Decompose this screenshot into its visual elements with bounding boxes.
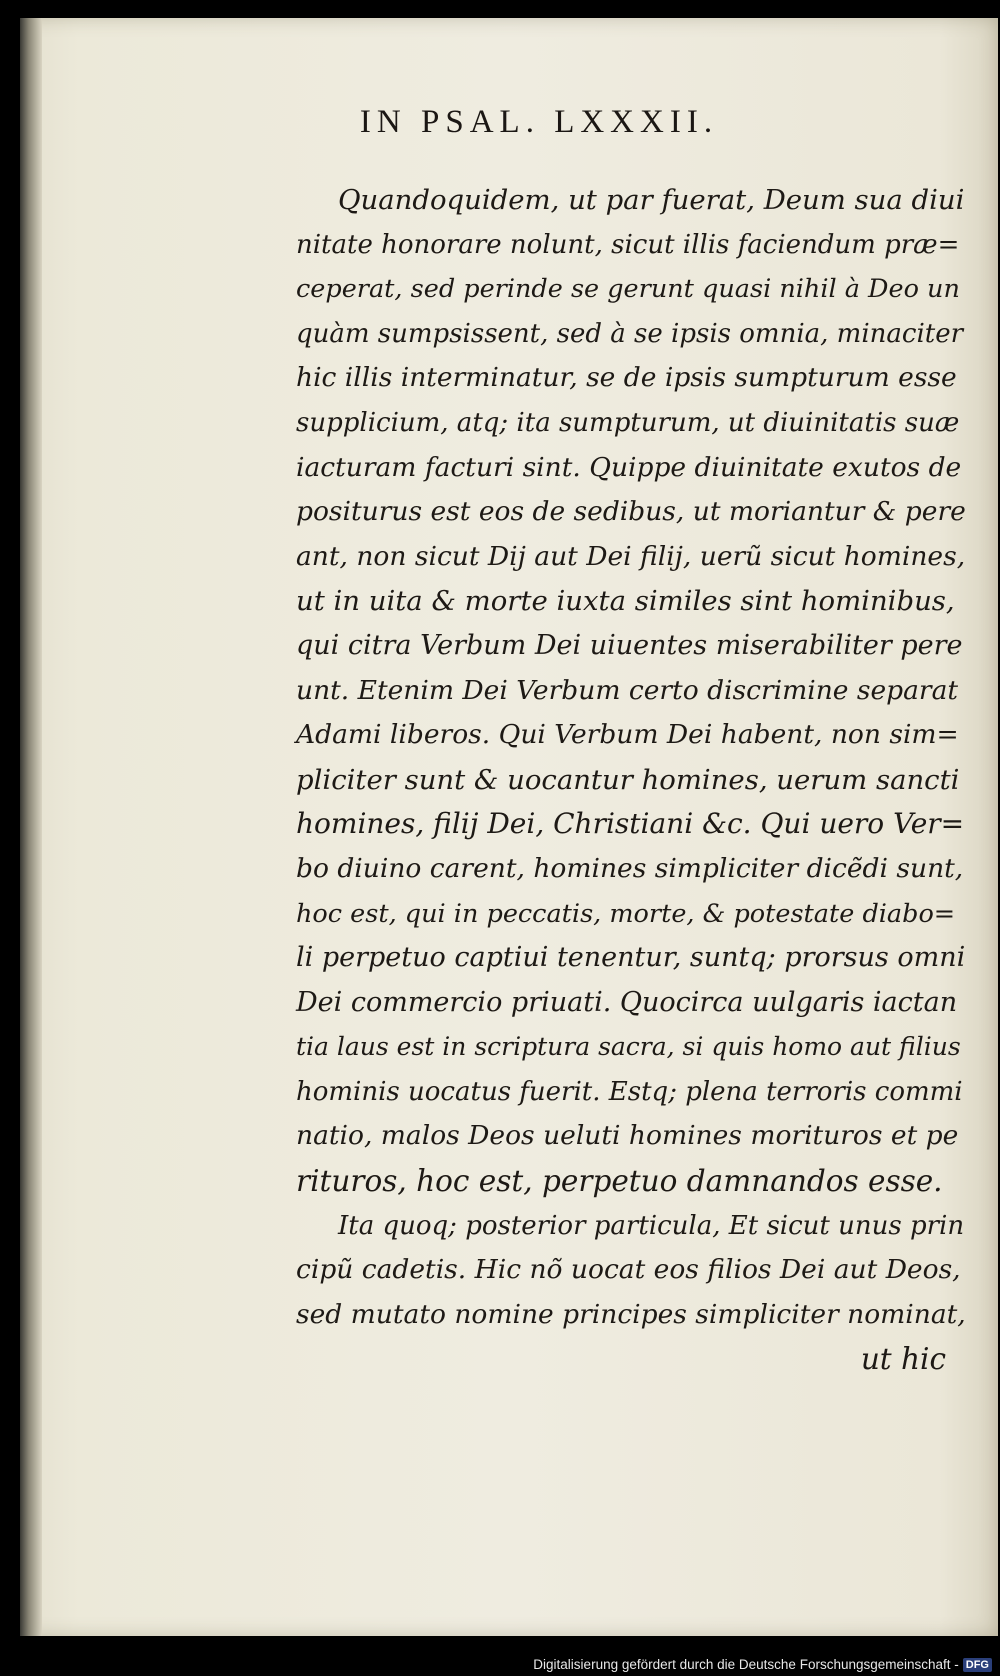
text-line: quàm sumpsissent, sed à se ipsis omnia, minaciter xyxy=(296,318,964,349)
text-line: ceperat, sed perinde se gerunt quasi nihil à Deo un xyxy=(296,274,960,305)
page-gutter xyxy=(20,18,42,1636)
text-line: Adami liberos. Qui Verbum Dei habent, non sim= xyxy=(296,719,959,751)
text-line: tia laus est in scriptura sacra, si quis homo aut filius xyxy=(296,1032,961,1062)
running-head: IN PSAL. LXXXII. xyxy=(359,104,719,140)
digitization-credit xyxy=(533,1657,992,1672)
text-line: qui citra Verbum Dei uiuentes miserabiliter pere xyxy=(296,629,963,661)
text-line: Quandoquidem, ut par fuerat, Deum sua diui xyxy=(338,184,965,216)
book-page xyxy=(20,18,998,1636)
text-line: unt. Etenim Dei Verbum certo discrimine separat xyxy=(296,674,959,706)
text-line: hoc est, qui in peccatis, morte, & potestate diabo= xyxy=(296,898,956,929)
text-line: natio, malos Deos ueluti homines morituros et pe xyxy=(296,1120,959,1152)
text-line: Dei commercio priuati. Quocirca uulgaris iactan xyxy=(296,986,958,1018)
credit-text: Digitalisierung gefördert durch die Deutsche Forschungsgemeinschaft - xyxy=(533,1657,959,1672)
text-line: sed mutato nomine principes simpliciter nominat, xyxy=(296,1298,966,1330)
catchword: ut hic xyxy=(860,1342,946,1377)
text-line: ant, non sicut Dij aut Dei filij, uerũ sicut homines, xyxy=(296,540,966,572)
text-line: li perpetuo captiui tenentur, suntq; prorsus omni xyxy=(296,942,966,974)
text-line: positurus est eos de sedibus, ut moriantur & pere xyxy=(296,496,966,528)
text-line: homines, filij Dei, Christiani &c. Qui uero Ver= xyxy=(296,807,965,841)
page-text xyxy=(296,178,966,1382)
text-line: hic illis interminatur, se de ipsis sumpturum esse xyxy=(296,362,957,394)
text-line: Ita quoq; posterior particula, Et sicut unus prin xyxy=(338,1210,965,1241)
text-line: hominis uocatus fuerit. Estq; plena terroris commi xyxy=(296,1076,963,1107)
text-line: bo diuino carent, homines simpliciter dicẽdi sunt, xyxy=(296,852,964,884)
dfg-logo-icon: DFG xyxy=(963,1658,992,1672)
text-line: iacturam facturi sint. Quippe diuinitate exutos de xyxy=(296,451,962,483)
text-line: ut in uita & morte iuxta similes sint hominibus, xyxy=(296,585,955,618)
text-line: supplicium, atq; ita sumpturum, ut diuinitatis suæ xyxy=(296,407,960,438)
text-line: cipũ cadetis. Hic nõ uocat eos filios Dei aut Deos, xyxy=(296,1254,961,1286)
text-line: rituros, hoc est, perpetuo damnandos esse. xyxy=(296,1164,943,1199)
text-line: nitate honorare nolunt, sicut illis faciendum præ= xyxy=(296,229,960,260)
text-line: pliciter sunt & uocantur homines, uerum sancti xyxy=(296,763,960,796)
